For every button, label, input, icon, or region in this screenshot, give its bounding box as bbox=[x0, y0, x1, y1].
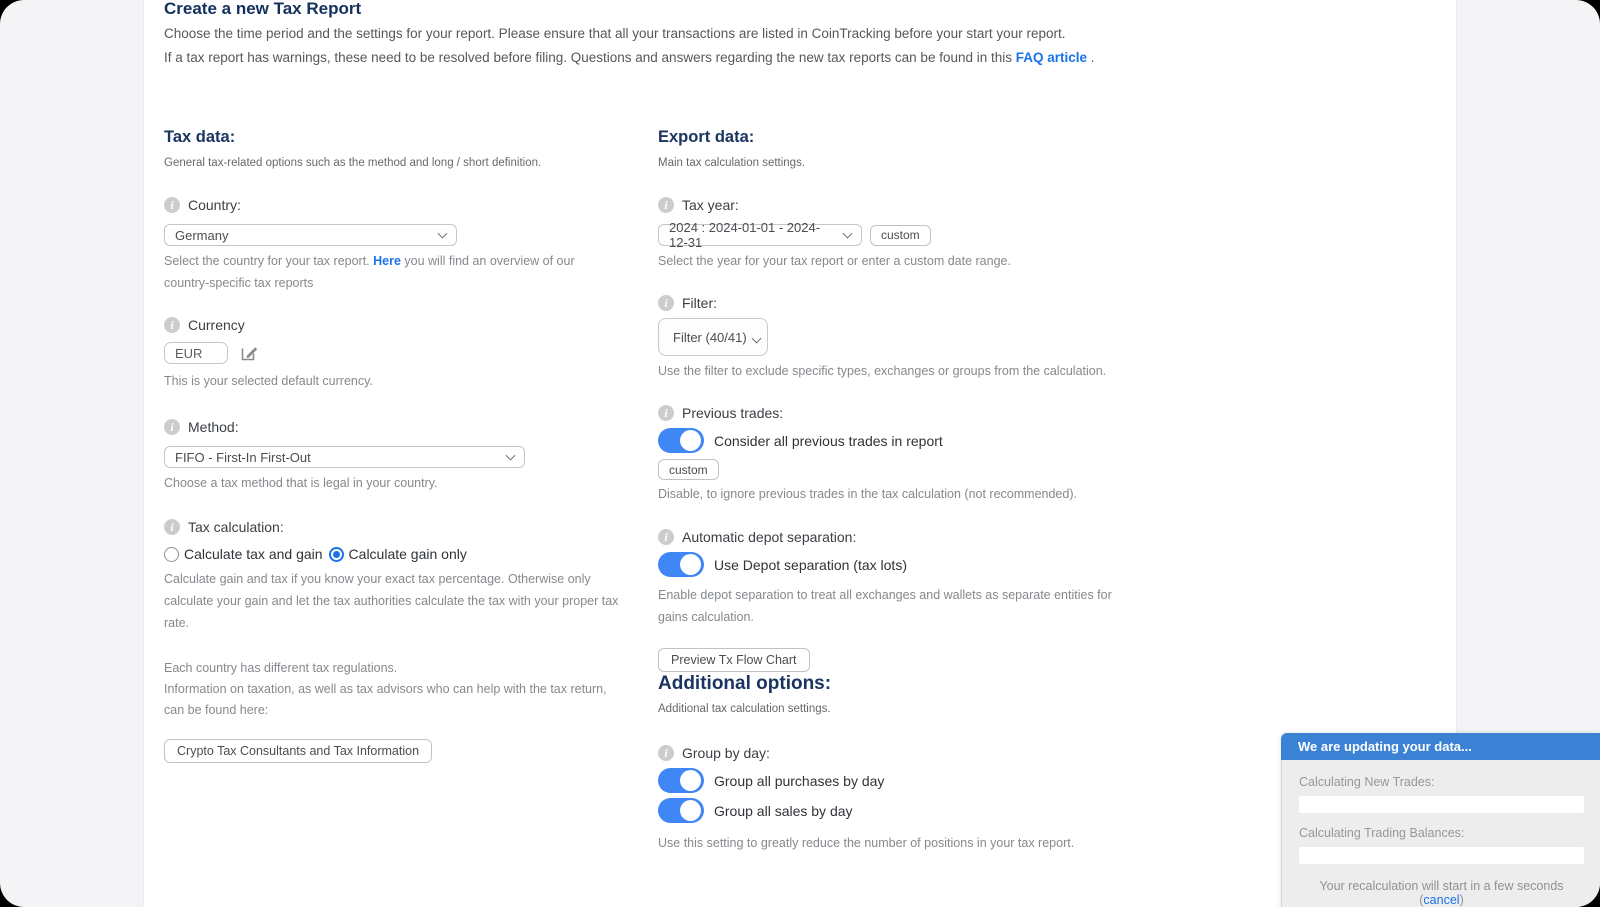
regulations-text bbox=[164, 658, 629, 721]
info-icon[interactable]: i bbox=[658, 529, 674, 545]
method-select[interactable] bbox=[164, 446, 525, 468]
group-sales-toggle-row bbox=[658, 798, 1138, 823]
currency-help: This is your selected default currency. bbox=[164, 374, 373, 388]
depot-separation-toggle-label: Use Depot separation (tax lots) bbox=[714, 556, 907, 573]
export-data-subheading: Main tax calculation settings. bbox=[658, 157, 806, 169]
info-icon[interactable]: i bbox=[658, 745, 674, 761]
country-help-prefix: Select the country for your tax report. bbox=[164, 254, 374, 268]
update-panel-header: We are updating your data... bbox=[1281, 733, 1600, 760]
tax-year-select[interactable] bbox=[658, 220, 862, 250]
group-by-day-help: Use this setting to greatly reduce the number of positions in your tax report. bbox=[658, 836, 1075, 850]
group-by-day-label: Group by day: bbox=[682, 745, 770, 761]
tax-year-help: Select the year for your tax report or enter a custom date range. bbox=[658, 254, 1011, 268]
radio-gain-only-label: Calculate gain only bbox=[348, 546, 467, 562]
tax-calculation-options bbox=[164, 545, 642, 563]
depot-separation-toggle-row bbox=[658, 552, 1138, 577]
previous-trades-help: Disable, to ignore previous trades in the tax calculation (not recommended). bbox=[658, 487, 1077, 501]
group-by-day-label-row bbox=[658, 744, 1138, 762]
country-help-suffix: you will find an overview of our country-specific tax reports bbox=[164, 254, 575, 290]
calculating-trading-balances-label: Calculating Trading Balances: bbox=[1299, 826, 1465, 840]
chevron-down-icon bbox=[506, 451, 516, 461]
radio-gain-only[interactable] bbox=[329, 546, 467, 562]
group-sales-toggle[interactable] bbox=[658, 798, 704, 823]
country-select-value: Germany bbox=[175, 227, 229, 243]
crypto-tax-consultants-button[interactable]: Crypto Tax Consultants and Tax Information bbox=[164, 739, 432, 763]
previous-trades-custom-button[interactable]: custom bbox=[658, 459, 719, 480]
recalculation-footer-text: Your recalculation will start in a few seconds ( bbox=[1319, 879, 1564, 907]
previous-trades-toggle-label: Consider all previous trades in report bbox=[714, 432, 943, 449]
page-header bbox=[164, 0, 1424, 68]
chevron-down-icon bbox=[843, 229, 853, 239]
tax-data-section bbox=[164, 128, 642, 763]
export-data-heading: Export data: bbox=[658, 128, 755, 146]
regulations-line-2: Information on taxation, as well as tax advisors who can help with the tax return, can be found here: bbox=[164, 682, 607, 717]
filter-label: Filter: bbox=[682, 295, 717, 311]
country-help bbox=[164, 250, 604, 294]
intro-line-2-suffix: . bbox=[1087, 50, 1095, 65]
currency-value-box[interactable]: EUR bbox=[164, 342, 228, 364]
depot-separation-help: Enable depot separation to treat all exchanges and wallets as separate entities for gains calculation. bbox=[658, 588, 1112, 624]
toggle-knob bbox=[680, 430, 701, 451]
info-icon[interactable]: i bbox=[658, 295, 674, 311]
regulations-line-1: Each country has different tax regulations. bbox=[164, 661, 398, 675]
previous-trades-toggle-row bbox=[658, 428, 1138, 453]
group-sales-toggle-label: Group all sales by day bbox=[714, 802, 853, 819]
info-icon[interactable]: i bbox=[164, 317, 180, 333]
recalculation-footer-suffix: ) bbox=[1459, 893, 1464, 907]
additional-options-subheading: Additional tax calculation settings. bbox=[658, 703, 831, 715]
additional-options-heading: Additional options: bbox=[658, 673, 832, 694]
tax-year-label-row bbox=[658, 196, 1138, 214]
radio-tax-and-gain[interactable] bbox=[164, 546, 323, 562]
export-data-section bbox=[658, 128, 1138, 854]
previous-trades-label-row bbox=[658, 404, 1138, 422]
group-purchases-toggle-row bbox=[658, 768, 1138, 793]
intro-line-1: Choose the time period and the settings for your report. Please ensure that all your transactions are listed in CoinTracking before your start your report. bbox=[164, 26, 1066, 41]
new-trades-progress-bar bbox=[1299, 796, 1584, 813]
info-icon[interactable]: i bbox=[658, 197, 674, 213]
intro-line-2 bbox=[164, 48, 1424, 68]
cancel-link[interactable]: cancel bbox=[1423, 893, 1460, 907]
currency-label-row bbox=[164, 316, 642, 334]
method-help: Choose a tax method that is legal in your country. bbox=[164, 476, 438, 490]
tax-data-subheading: General tax-related options such as the method and long / short definition. bbox=[164, 157, 542, 169]
previous-trades-toggle[interactable] bbox=[658, 428, 704, 453]
radio-tax-and-gain-label: Calculate tax and gain bbox=[184, 546, 323, 562]
info-icon[interactable]: i bbox=[658, 405, 674, 421]
main-content-panel bbox=[143, 0, 1460, 907]
depot-separation-toggle[interactable] bbox=[658, 552, 704, 577]
update-notification-panel bbox=[1281, 733, 1600, 907]
calculating-new-trades-label: Calculating New Trades: bbox=[1299, 775, 1435, 789]
currency-row bbox=[164, 342, 642, 364]
tax-calculation-help: Calculate gain and tax if you know your exact tax percentage. Otherwise only calculate your gain and let the tax authorities calculate the tax with your proper tax rate. bbox=[164, 572, 619, 630]
recalculation-footer bbox=[1299, 879, 1584, 907]
chevron-down-icon bbox=[751, 333, 761, 343]
tax-year-select-value: 2024 : 2024-01-01 - 2024-12-31 bbox=[669, 220, 821, 250]
filter-help: Use the filter to exclude specific types, exchanges or groups from the calculation. bbox=[658, 364, 1107, 378]
radio-button[interactable] bbox=[329, 547, 344, 562]
chevron-down-icon bbox=[438, 229, 448, 239]
country-label-row bbox=[164, 196, 642, 214]
method-label: Method: bbox=[188, 419, 239, 435]
filter-label-row bbox=[658, 294, 1138, 312]
depot-separation-label-row bbox=[658, 528, 1138, 546]
toggle-knob bbox=[680, 554, 701, 575]
toggle-knob bbox=[680, 770, 701, 791]
currency-label: Currency bbox=[188, 317, 245, 333]
preview-tx-flow-chart-button[interactable]: Preview Tx Flow Chart bbox=[658, 648, 810, 672]
tax-year-label: Tax year: bbox=[682, 197, 739, 213]
country-select[interactable] bbox=[164, 224, 457, 246]
filter-dropdown[interactable] bbox=[658, 318, 768, 356]
toggle-knob bbox=[680, 800, 701, 821]
info-icon[interactable]: i bbox=[164, 419, 180, 435]
method-label-row bbox=[164, 418, 642, 436]
country-label: Country: bbox=[188, 197, 241, 213]
tax-calculation-label-row bbox=[164, 518, 642, 536]
edit-pencil-icon[interactable] bbox=[240, 344, 258, 362]
method-select-value: FIFO - First-In First-Out bbox=[175, 449, 311, 465]
tax-year-custom-button[interactable]: custom bbox=[870, 225, 931, 246]
tax-year-row bbox=[658, 220, 1138, 250]
group-purchases-toggle[interactable] bbox=[658, 768, 704, 793]
tax-calculation-label: Tax calculation: bbox=[188, 519, 284, 535]
country-here-link[interactable]: Here bbox=[373, 254, 401, 268]
radio-button[interactable] bbox=[164, 547, 179, 562]
filter-dropdown-value: Filter (40/41) bbox=[673, 329, 747, 345]
page-title: Create a new Tax Report bbox=[164, 0, 362, 18]
info-icon[interactable]: i bbox=[164, 197, 180, 213]
previous-trades-label: Previous trades: bbox=[682, 405, 784, 421]
depot-separation-label: Automatic depot separation: bbox=[682, 529, 857, 545]
faq-article-link[interactable]: FAQ article bbox=[1015, 50, 1088, 65]
intro-line-2-text: If a tax report has warnings, these need to be resolved before filing. Questions and answers regarding the new tax reports can be found in this bbox=[164, 50, 1016, 65]
update-panel-body bbox=[1281, 760, 1600, 907]
trading-balances-progress-bar bbox=[1299, 847, 1584, 864]
tax-data-heading: Tax data: bbox=[164, 128, 236, 146]
group-purchases-toggle-label: Group all purchases by day bbox=[714, 772, 885, 789]
info-icon[interactable]: i bbox=[164, 519, 180, 535]
